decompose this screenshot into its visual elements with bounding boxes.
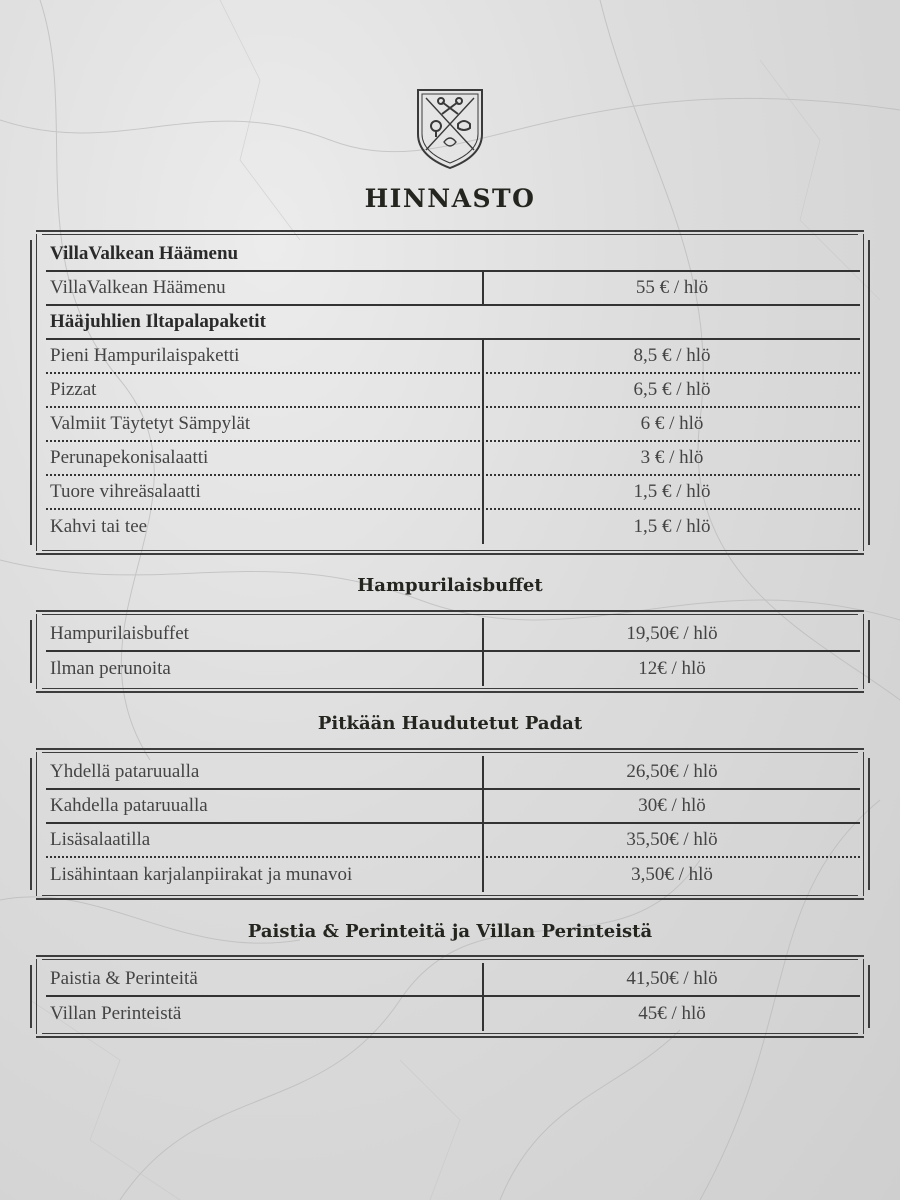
table-padat <box>30 748 870 900</box>
table-row <box>46 756 860 790</box>
table-row <box>46 340 860 374</box>
item-name: Lisähintaan karjalanpiirakat ja munavoi <box>46 858 484 892</box>
table-row <box>46 442 860 476</box>
table-row <box>46 374 860 408</box>
table-haamenu <box>30 230 870 555</box>
item-price: 6 € / hlö <box>640 413 704 434</box>
group-header-label: VillaValkean Häämenu <box>50 243 239 264</box>
table-row <box>46 618 860 652</box>
table-paistia <box>30 955 870 1038</box>
crest-emblem-icon <box>418 90 482 168</box>
item-price: 55 € / hlö <box>635 277 709 298</box>
item-name: Tuore vihreäsalaatti <box>46 476 484 508</box>
item-name: Paistia & Perinteitä <box>46 963 484 995</box>
item-name: Villan Perinteistä <box>46 997 484 1031</box>
item-name: Kahvi tai tee <box>46 510 484 544</box>
item-name: Ilman perunoita <box>46 652 484 686</box>
item-price: 35,50€ / hlö <box>626 829 718 850</box>
item-name: Pizzat <box>46 374 484 406</box>
item-name: Lisäsalaatilla <box>46 824 484 856</box>
item-price: 30€ / hlö <box>638 795 706 816</box>
table-hampurilaisbuffet <box>30 610 870 693</box>
group-header <box>46 306 860 340</box>
table-row <box>46 652 860 686</box>
item-price: 19,50€ / hlö <box>626 623 718 644</box>
item-price: 6,5 € / hlö <box>633 379 711 400</box>
item-price: 26,50€ / hlö <box>626 761 718 782</box>
item-price: 45€ / hlö <box>638 1003 706 1024</box>
table-row <box>46 997 860 1031</box>
table-row <box>46 790 860 824</box>
item-price: 1,5 € / hlö <box>633 516 711 537</box>
item-name: Hampurilaisbuffet <box>46 618 484 650</box>
item-price: 12€ / hlö <box>638 658 706 679</box>
item-name: VillaValkean Häämenu <box>46 272 484 304</box>
table-row <box>46 963 860 997</box>
item-name: Valmiit Täytetyt Sämpylät <box>46 408 484 440</box>
item-name: Perunapekonisalaatti <box>46 442 484 474</box>
table-row <box>46 824 860 858</box>
table-row <box>46 476 860 510</box>
crest-logo <box>414 84 486 172</box>
item-price: 8,5 € / hlö <box>633 345 711 366</box>
item-name: Pieni Hampurilaispaketti <box>46 340 484 372</box>
section-title: Hampurilaisbuffet <box>357 575 543 596</box>
table-row <box>46 272 860 306</box>
item-price: 3,50€ / hlö <box>631 864 713 885</box>
item-price: 3 € / hlö <box>640 447 704 468</box>
item-name: Kahdella pataruualla <box>46 790 484 822</box>
page-title: HINNASTO <box>364 184 536 213</box>
section-title: Pitkään Haudutetut Padat <box>317 713 583 734</box>
item-name: Yhdellä pataruualla <box>46 756 484 788</box>
group-header-label: Hääjuhlien Iltapalapaketit <box>50 311 266 332</box>
table-row <box>46 408 860 442</box>
section-title: Paistia & Perinteitä ja Villan Perinteistä <box>247 921 653 942</box>
table-row <box>46 510 860 544</box>
item-price: 1,5 € / hlö <box>633 481 711 502</box>
table-row <box>46 858 860 892</box>
item-price: 41,50€ / hlö <box>626 968 718 989</box>
group-header <box>46 238 860 272</box>
